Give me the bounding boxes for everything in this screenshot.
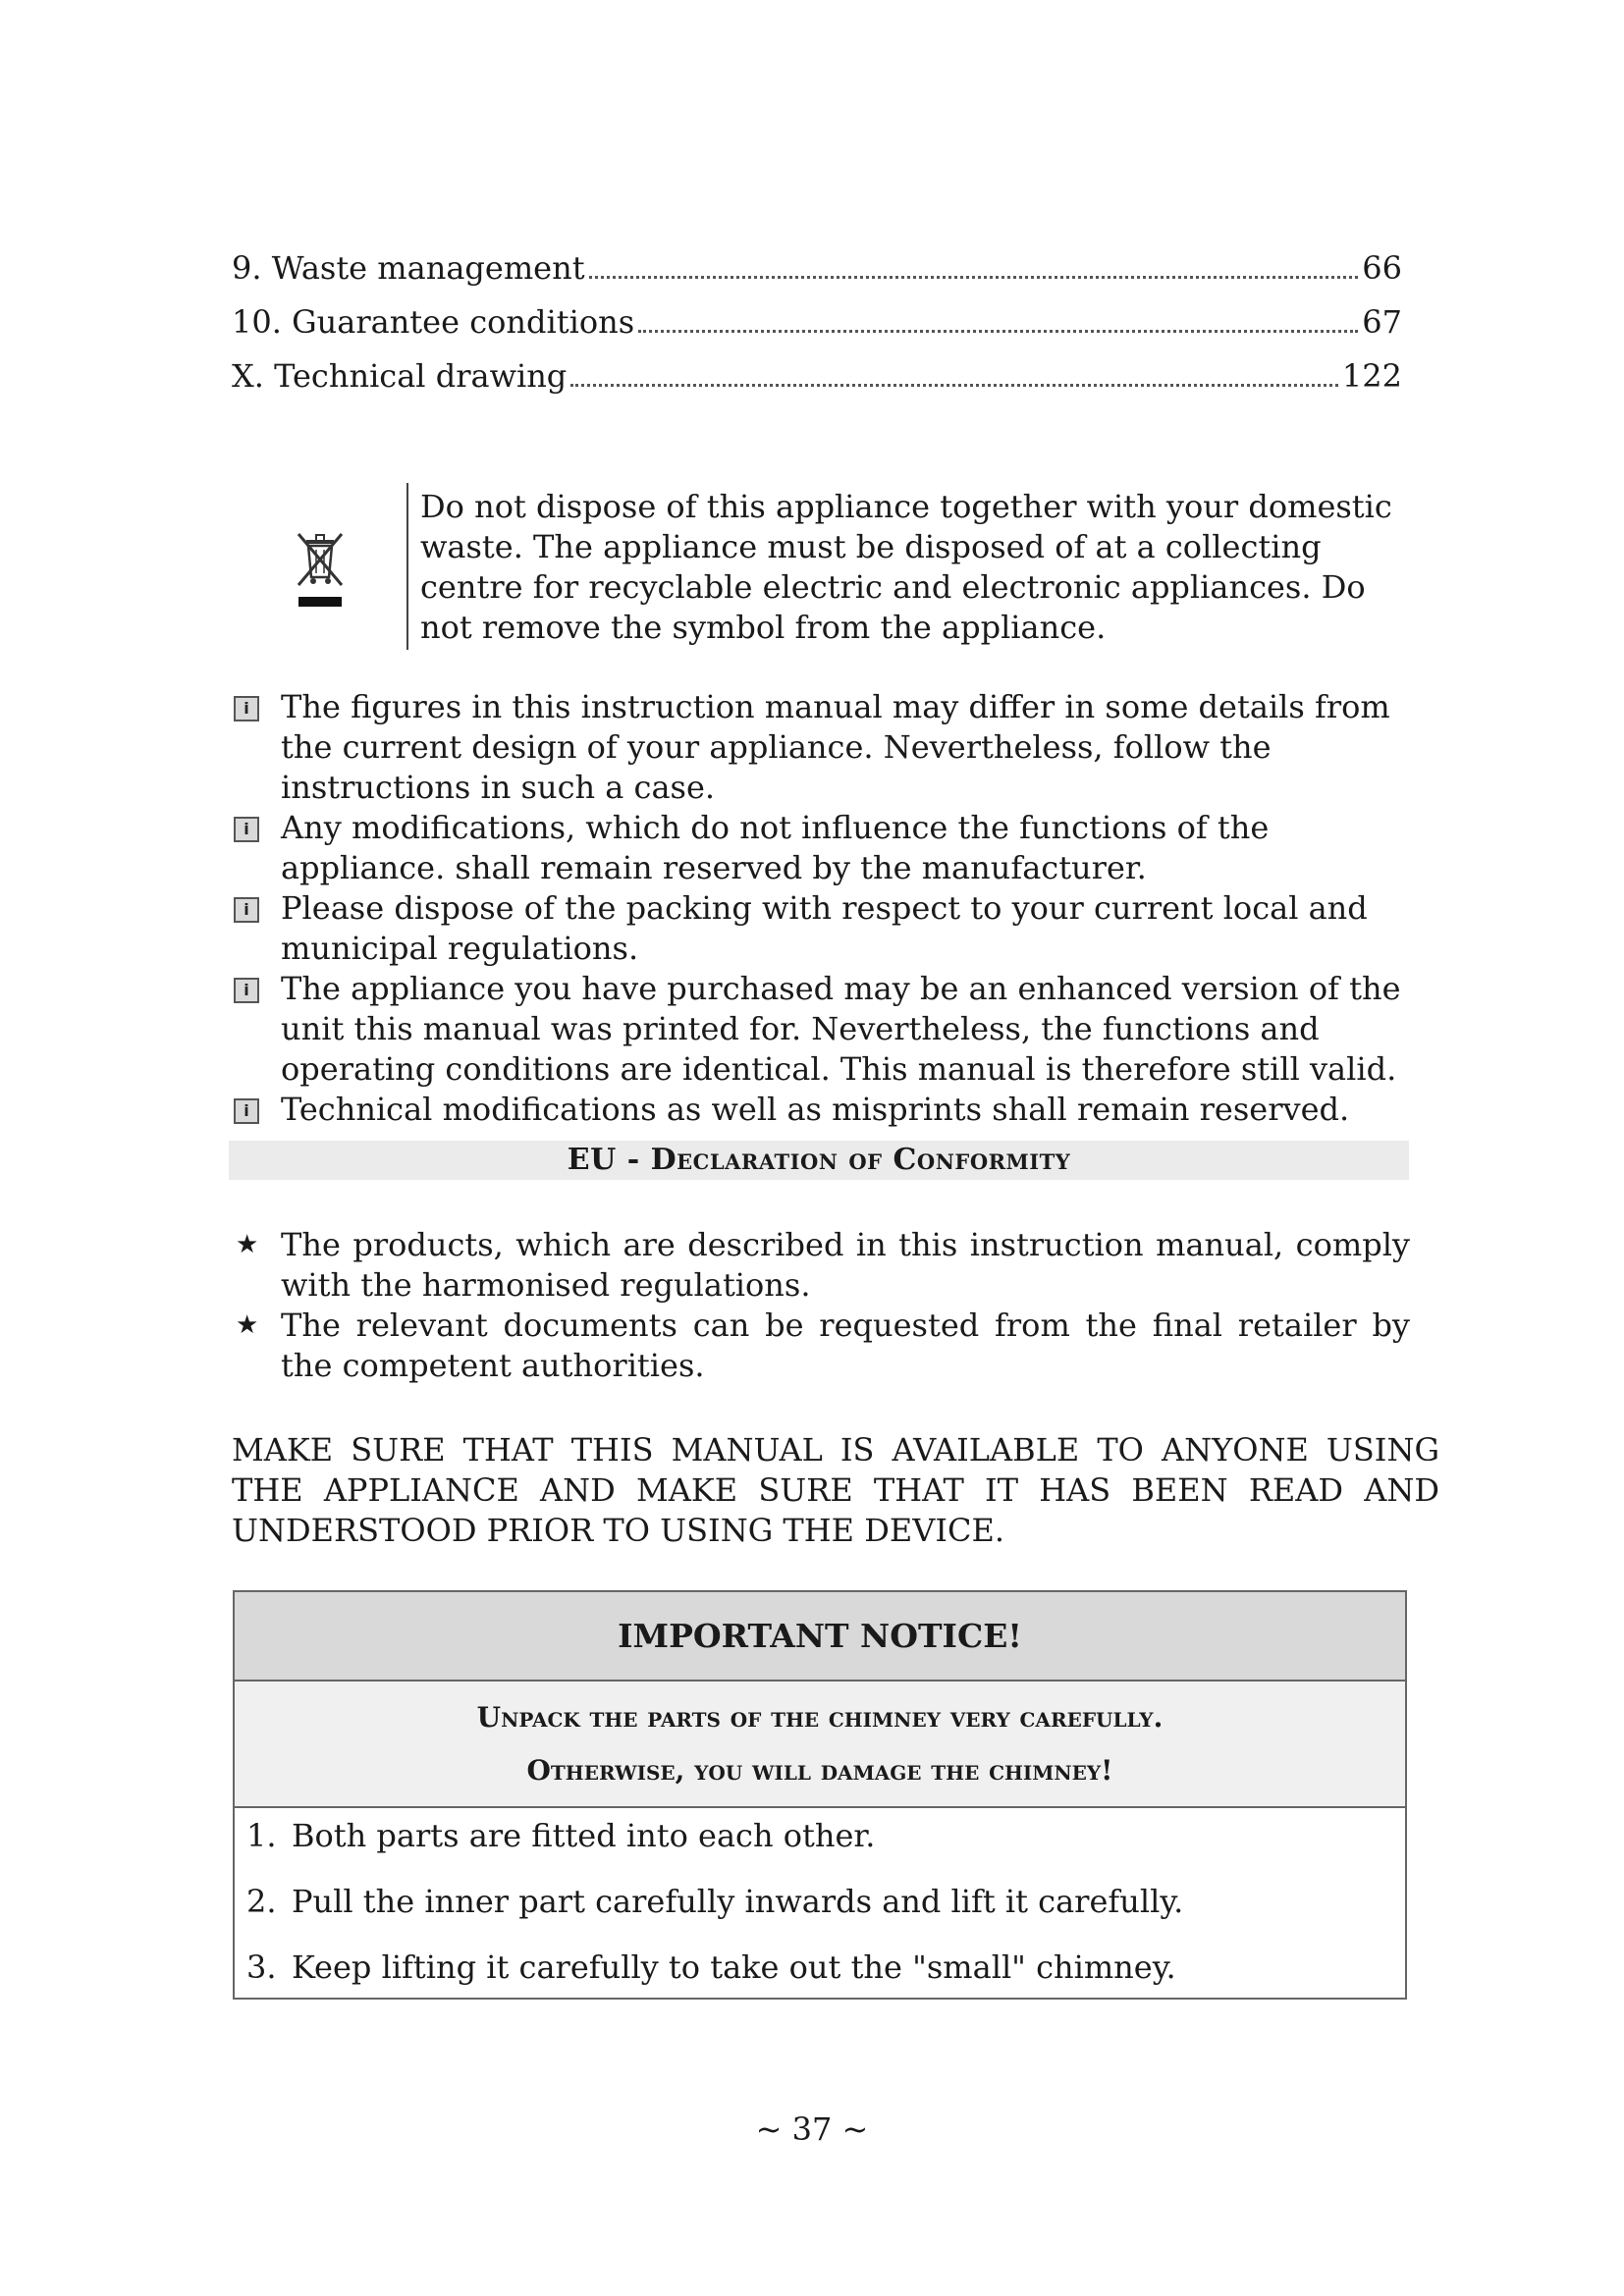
conformity-text: The products, which are described in this instruction manual, comply with the harmonised regulations. [281, 1226, 1410, 1304]
toc-entry-page: 67 [1362, 303, 1402, 341]
info-note [232, 969, 1430, 1090]
disposal-notice [232, 483, 1410, 650]
toc-entry[interactable] [232, 249, 1402, 303]
conformity-text: The relevant documents can be requested from the final retailer by the competent authorities. [281, 1307, 1410, 1384]
info-note [232, 1090, 1430, 1130]
toc-entry-label: 10. Guarantee conditions [232, 303, 635, 341]
info-note [232, 687, 1430, 808]
important-notice-box [233, 1590, 1407, 2000]
step-text: Pull the inner part carefully inwards and lift it carefully. [292, 1883, 1184, 1920]
toc-entry-label: 9. Waste management [232, 249, 585, 287]
info-icon: i [234, 897, 259, 923]
notice-steps [235, 1808, 1405, 1998]
info-note-text: Any modifications, which do not influence the functions of the appliance. shall remain reserved by the manufacturer. [281, 809, 1270, 886]
notice-warning-line: Otherwise, you will damage the chimney! [526, 1754, 1113, 1787]
info-note-text: Technical modifications as well as misprints shall remain reserved. [281, 1091, 1350, 1128]
conformity-list [232, 1225, 1410, 1386]
toc-entry-page: 122 [1341, 357, 1402, 395]
notice-step [235, 1948, 1405, 1988]
toc-entry[interactable] [232, 357, 1402, 411]
info-note-text: Please dispose of the packing with respect to your current local and municipal regulations. [281, 889, 1368, 967]
table-of-contents [232, 249, 1402, 411]
star-bullet-icon: ★ [236, 1230, 259, 1259]
toc-entry-page: 66 [1362, 249, 1402, 287]
notice-step [235, 1816, 1405, 1856]
eu-declaration-heading: EU - Declaration of Conformity [229, 1141, 1409, 1180]
manual-availability-warning: MAKE SURE THAT THIS MANUAL IS AVAILABLE TO ANYONE USING THE APPLIANCE AND MAKE SURE THAT IT HAS BEEN READ AND UNDERSTOOD PRIOR TO USING THE DEVICE. [232, 1431, 1439, 1549]
notice-warning-line: Unpack the parts of the chimney very carefully. [476, 1701, 1164, 1734]
toc-entry-label: X. Technical drawing [232, 357, 568, 395]
page-number: ~ 37 ~ [755, 2110, 869, 2148]
conformity-item [232, 1225, 1410, 1306]
info-notes [232, 687, 1430, 1130]
info-note [232, 888, 1430, 969]
info-note-text: The appliance you have purchased may be an enhanced version of the unit this manual was printed for. Nevertheless, the functions and operating conditions are identical. This manual is therefore still valid. [281, 970, 1401, 1088]
toc-entry[interactable] [232, 303, 1402, 357]
info-note [232, 808, 1430, 888]
notice-title: IMPORTANT NOTICE! [235, 1592, 1405, 1682]
toc-leader-dots [638, 330, 1358, 333]
step-number: 1. [246, 1817, 277, 1854]
info-icon: i [234, 817, 259, 842]
notice-step [235, 1882, 1405, 1922]
conformity-item [232, 1306, 1410, 1386]
info-icon: i [234, 1098, 259, 1124]
step-number: 3. [246, 1949, 277, 1986]
crossed-bin-icon [293, 530, 348, 611]
step-text: Keep lifting it carefully to take out the "small" chimney. [292, 1949, 1176, 1986]
info-note-text: The figures in this instruction manual may differ in some details from the current design of your appliance. Nevertheless, follow the instructions in such a case. [281, 688, 1390, 806]
info-icon: i [234, 978, 259, 1003]
step-text: Both parts are fitted into each other. [292, 1817, 876, 1854]
vertical-divider [406, 483, 408, 650]
star-bullet-icon: ★ [236, 1310, 259, 1340]
disposal-text: Do not dispose of this appliance together with your domestic waste. The appliance must be disposed of at a collecting centre for recyclable electric and electronic appliances. Do not remove the symbol from the appliance. [420, 488, 1392, 646]
toc-leader-dots [589, 276, 1359, 279]
notice-warning [235, 1682, 1405, 1808]
info-icon: i [234, 696, 259, 721]
step-number: 2. [246, 1883, 277, 1920]
toc-leader-dots [570, 384, 1338, 387]
